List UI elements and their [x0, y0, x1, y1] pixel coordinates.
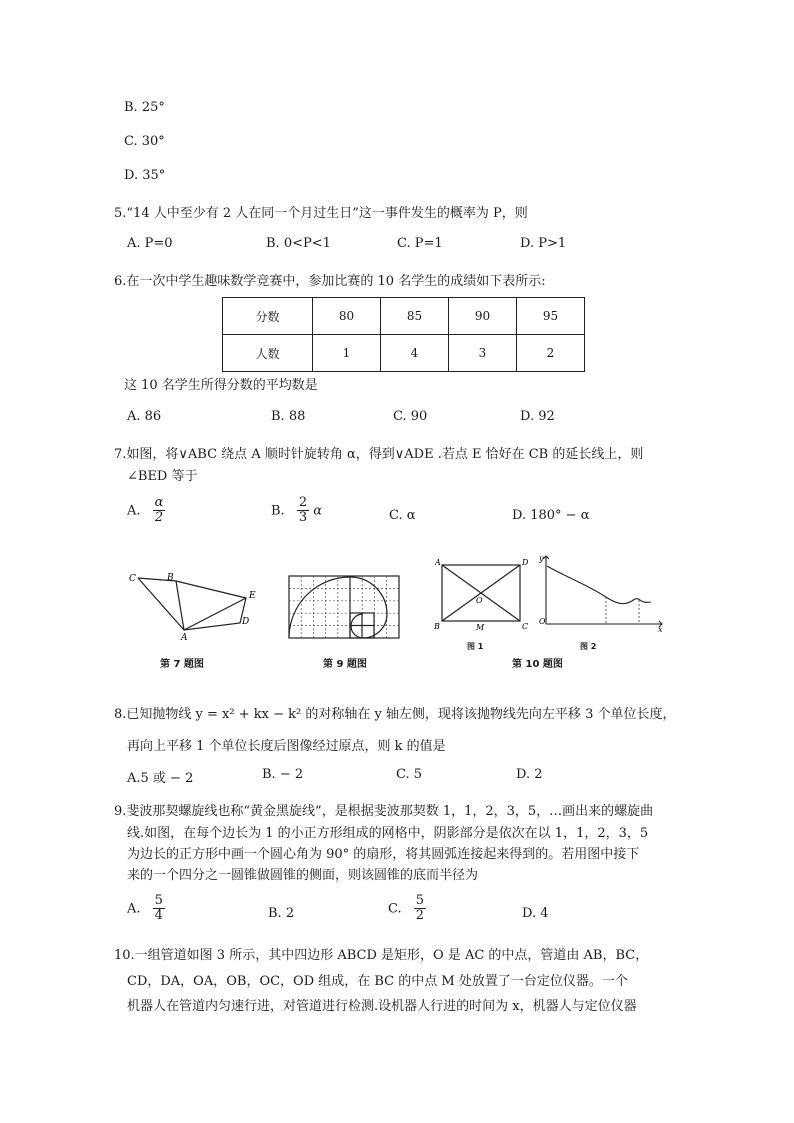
q6-score-table [222, 297, 585, 372]
point-label-a: A [181, 633, 188, 643]
q8-option-a: A.5 或 − 2 [127, 771, 194, 786]
point-label-m: M [476, 623, 485, 632]
table-cell: 3 [449, 335, 517, 372]
table-cell: 90 [449, 298, 517, 335]
q4-option-b: B. 25° [124, 100, 165, 115]
figure-10-sub1-label: 图 1 [467, 642, 484, 651]
q4-option-c: C. 30° [124, 134, 165, 149]
q6-option-b: B. 88 [271, 409, 306, 424]
q6-option-d: D. 92 [520, 409, 555, 424]
fraction [153, 894, 165, 924]
denominator: 2 [415, 908, 425, 924]
fraction [297, 496, 309, 526]
point-label-e: E [249, 591, 256, 601]
numerator: 2 [298, 495, 308, 510]
q7-option-c: C. α [389, 508, 416, 523]
table-cell: 95 [517, 298, 585, 335]
point-label-d: D [242, 617, 250, 627]
q8-stem-line2: 再向上平移 1 个单位长度后图像经过原点，则 k 的值是 [127, 739, 446, 754]
q6-option-c: C. 90 [393, 409, 428, 424]
q8-option-c: C. 5 [396, 767, 423, 782]
table-row-counts [223, 335, 585, 372]
q7-stem-line1: 7.如图，将∨ABC 绕点 A 顺时针旋转角 α，得到∨ADE .若点 E 恰好在 CB 的延长线上，则 [114, 447, 644, 462]
alpha-symbol: α [313, 503, 323, 519]
axis-label-x: x [658, 625, 663, 634]
axis-label-y: y [539, 554, 544, 563]
figure-10-graph [536, 552, 666, 634]
figure-9-caption: 第 9 题图 [323, 659, 367, 670]
q7-option-b [271, 496, 322, 526]
denominator: 4 [154, 908, 163, 924]
q5-option-a: A. P=0 [127, 236, 173, 251]
table-header-count: 人数 [223, 335, 313, 372]
q10-line1: 10.一组管道如图 3 所示，其中四边形 ABCD 是矩形，O 是 AC 的中点，管道由 AB，BC， [114, 948, 649, 963]
q9-option-a [127, 894, 165, 924]
point-label-c: C [129, 574, 136, 584]
q7-option-d: D. 180° − α [512, 508, 590, 523]
point-label-b: B [434, 622, 440, 631]
q7-option-a [127, 496, 165, 526]
q8-option-d: D. 2 [516, 767, 543, 782]
figure-10-caption: 第 10 题图 [512, 659, 563, 670]
figure-7-caption: 第 7 题图 [160, 659, 204, 670]
figure-10-sub2-label: 图 2 [580, 642, 597, 651]
table-header-score: 分数 [223, 298, 313, 335]
option-prefix: A. [127, 901, 141, 917]
numerator: 5 [154, 893, 163, 908]
figure-7-diagram [126, 568, 266, 644]
table-cell: 85 [381, 298, 449, 335]
point-label-b: B [167, 573, 174, 583]
axis-label-origin: O [539, 617, 546, 626]
point-label-c: C [522, 622, 529, 631]
q8-stem-line1: 8.已知抛物线 y = x² + kx − k² 的对称轴在 y 轴左侧，现将该抛物线先向左平移 3 个单位长度， [114, 707, 676, 722]
q9-line1: 9.斐波那契螺旋线也称“黄金黑旋线”，是根据斐波那契数 1，1，2，3，5，…画出来的螺旋曲 [114, 804, 654, 819]
q5-option-c: C. P=1 [397, 236, 443, 251]
q5-option-b: B. 0<P<1 [266, 236, 331, 251]
table-cell: 1 [313, 335, 381, 372]
q8-option-b: B. − 2 [262, 767, 304, 782]
q4-option-d: D. 35° [124, 168, 166, 183]
q5-option-d: D. P>1 [520, 236, 567, 251]
q6-question: 这 10 名学生所得分数的平均数是 [124, 378, 318, 393]
point-label-d: D [522, 558, 529, 567]
fraction [414, 894, 426, 924]
q9-line3: 为边长的正方形中画一个圆心角为 90° 的扇形，将其圆弧连接起来得到的。若用图中接下 [127, 847, 640, 862]
figure-9-fibonacci-spiral [288, 575, 400, 639]
q9-option-b: B. 2 [268, 906, 295, 921]
table-row-scores [223, 298, 585, 335]
table-cell: 2 [517, 335, 585, 372]
q5-stem: 5.“14 人中至少有 2 人在同一个月过生日”这一事件发生的概率为 P，则 [114, 206, 528, 221]
q6-option-a: A. 86 [127, 409, 162, 424]
numerator: 5 [415, 893, 425, 908]
q9-option-c [388, 894, 426, 924]
option-prefix: A. [127, 503, 141, 519]
q10-line3: 机器人在管道内匀速行进，对管道进行检测.设机器人行进的时间为 x，机器人与定位仪器 [127, 999, 637, 1014]
option-prefix: C. [388, 901, 402, 917]
q7-stem-line2: ∠BED 等于 [127, 469, 198, 484]
fraction [153, 496, 166, 526]
option-prefix: B. [271, 503, 285, 519]
point-label-o: O [476, 596, 483, 605]
numerator: α [154, 495, 164, 510]
q9-line2: 线.如图，在每个边长为 1 的小正方形组成的网格中，阴影部分是依次在以 1，1，2，3，5 [127, 826, 649, 841]
q6-stem: 6.在一次中学生趣味数学竞赛中，参加比赛的 10 名学生的成绩如下表所示: [114, 274, 546, 289]
q9-line4: 来的一个四分之一圆锥做圆锥的侧面，则该圆锥的底而半径为 [127, 868, 479, 883]
denominator: 2 [153, 510, 166, 525]
denominator: 3 [298, 510, 308, 526]
point-label-a: A [435, 558, 441, 567]
figure-10-rectangle-diagram [432, 556, 530, 636]
q10-line2: CD，DA，OA，OB，OC，OD 组成，在 BC 的中点 M 处放置了一台定位仪器。一个 [127, 974, 628, 989]
q9-option-d: D. 4 [522, 906, 549, 921]
table-cell: 4 [381, 335, 449, 372]
table-cell: 80 [313, 298, 381, 335]
